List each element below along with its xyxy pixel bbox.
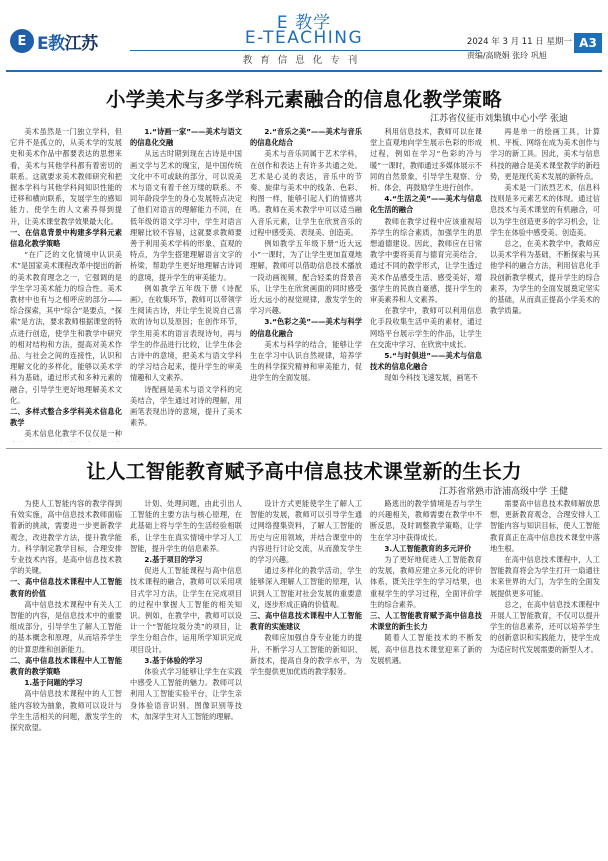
article2-column-5: [490, 498, 600, 856]
logo-text-a: E教: [37, 33, 65, 54]
body-paragraph: “在广泛的文化情境中认识美术”是国家美术课程改革中提出的新的美术教育理念之一，它强调的是学生学习美术能力的综合性。美术教材中也有与之相呼应的部分——综合探索，其中“综合”是要点，“探索”是方法，要求教师根据课堂的特点进行创造，使学生和教学中研究的相对结构和方法，提高对美术作品、与社会之间的连接性，认识和理解文化的多样化，能够以美术学科为基础，通过形式和多种元素的融合，引导学生更好地理解美术文化。: [10, 250, 122, 405]
body-paragraph: 美术与科学的结合，能够让学生在学习中认识自然规律，培养学生的科学探究精神和审美能力，促进学生的全面发展。: [250, 339, 362, 383]
section-heading: 一、高中信息技术课程中人工智能教育的价值: [10, 577, 122, 598]
body-paragraph: 在高中信息技术课程中，人工智能教育将会为学生打开一扇通往未来世界的大门，为学生的全面发展提供更多可能。: [490, 555, 600, 598]
page-number-badge: A3: [574, 33, 602, 53]
body-paragraph: 教师在教学过程中应该重视培养学生的综合素质，加强学生的思想道德建设。因此，教师应在日常教学中要将美育与德育完美结合，通过不同的教学形式，让学生透过美术作品感受生活、感受美好，增强学生的民族自豪感，提升学生的审美素养和人文素养。: [370, 216, 482, 305]
subsection-heading: 3.“色彩之美”——美术与科学的信息化融合: [250, 317, 362, 338]
article-divider: [6, 448, 602, 449]
editor-line: 责编/高晓娟 张玲 巩旭: [466, 51, 547, 60]
logo-mark-icon: E: [10, 29, 34, 53]
body-paragraph: 现如今科技飞速发展，画笔不: [384, 373, 478, 383]
body-paragraph: 总之，在美术教学中，教师应以美术学科为基础，不断探索与其他学科的融合方法，利用信息化手段创新教学模式，提升学生的综合素养，为学生的全面发展奠定坚实的基础，从而真正提高小学美术的教学质量。: [490, 239, 600, 316]
article2-column-1: [10, 498, 122, 856]
masthead-rule: [130, 50, 480, 51]
section-heading: 二、多样式整合多学科美术信息化教学: [10, 407, 122, 428]
section-heading: 二、高中信息技术课程中人工智能教育的教学策略: [10, 655, 122, 677]
body-paragraph: 从远古时期到现在古诗是中国画文学与艺术的瑰宝，是中国传统文化中不可或缺的部分，可以说美术与语文有着千丝万缕的联系。不同年龄段学生的身心发展特点决定了他们对语言的理解能力不同，在低年级的语文学习中，学生对语言理解比较不容易，这就要求教师要善于利用美术学科的形象、直观的特点，为学生搭建理解语言文字的桥梁，帮助学生更好地理解古诗词的意境，提升学生的审美能力。: [130, 149, 242, 282]
article1-column-3: [250, 126, 362, 442]
section-motto: 教育信息化专刊: [242, 55, 366, 66]
body-paragraph: 为了更好地促进人工智能教育的发展，教师应建立多元化的评价体系，既关注学生的学习结果，也重视学生的学习过程，全面评价学生的综合素养。: [370, 555, 482, 609]
body-paragraph: 教师应加强自身专业能力的提升，不断学习人工智能的新知识、新技术，提高自身的教学水平，为学生提供更加优质的教学服务。: [250, 633, 362, 677]
body-paragraph: 美术信息化教学不仅仅是一种: [24, 429, 122, 439]
section-heading: 三、人工智能教育赋予高中信息技术课堂的新生长力: [370, 611, 482, 632]
body-paragraph: 高中信息技术课程中的人工智能内容较为抽象，教师可以设计与学生生活相关的问题，激发学生的探究欲望。: [10, 689, 122, 733]
article1-column-1: [10, 126, 122, 442]
issue-meta: [467, 36, 572, 62]
section-heading: 一、在信息背景中构建多学科元素信息化教学策略: [10, 227, 122, 249]
body-paragraph: 高中信息技术课程中有关人工智能的内容，是信息技术中的重要组成部分，引导学生了解人工智能的基本概念和原理，从而培养学生的计算思维和创新能力。: [10, 599, 122, 654]
article1-column-5: [490, 126, 600, 442]
body-paragraph: 总之，在高中信息技术课程中开展人工智能教育，不仅可以提升学生的信息素养，还可以培养学生的创新意识和实践能力，使学生成为适应时代发展需要的新型人才。: [490, 599, 600, 654]
issue-date: 2024 年 3 月 11 日 星期一: [466, 37, 572, 47]
article2-column-2: [130, 498, 242, 856]
body-paragraph: 例如教学五年级下册《诗配画》，在收集环节，教师可以带领学生阅读古诗，并让学生说说自己喜欢的诗句以及原因；在创作环节，学生用美术的语言表现诗句，再与学生的作品进行比较，让学生体会古诗中的意境，把美术与语文学科的学习结合起来，提升学生的审美情趣和人文素养。: [130, 283, 242, 383]
body-paragraph: 利用信息技术，教师可以在课堂上直观地向学生展示色彩的形成过程，例如在学习“色彩的冷与暖”一课时，教师通过多媒体展示不同的自然景象，引导学生观察、分析、体会，再鼓励学生进行创作。: [370, 127, 482, 193]
subsection-heading: 5.“与时俱进”——美术与信息技术的信息化融合: [370, 351, 482, 372]
body-paragraph: 计划、处理问题，由此引出人工智能的主要方法与核心原理，在此基础上将与学生的生活经验相联系，让学生在真实情境中学习人工智能，提升学生的信息素养。: [130, 499, 242, 553]
logo-text-b: 江苏: [64, 33, 98, 54]
body-paragraph: 美术与音乐同属于艺术学科，在创作和表达上有许多共通之处。艺术是心灵的表达，音乐中的节奏、旋律与美术中的线条、色彩、构图一样，能够引起人们的情感共鸣。教师在美术教学中可以适当融入音乐元素，让学生在欣赏音乐的过程中感受美、表现美、创造美。: [250, 149, 362, 237]
subsection-heading: 4.“生活之美”——美术与信息化生活的融合: [370, 194, 482, 215]
subsection-heading: 3.人工智能教育的多元评价: [384, 543, 472, 553]
body-paragraph: 例如教学五年级下册“近大远小”一课时，为了让学生更加直观地理解，教师可以借助信息技术播放一段动画视频，配合轻柔的背景音乐，让学生在欣赏画面的同时感受近大远小的视觉规律，激发学生的学习兴趣。: [250, 239, 362, 316]
section-subtitle: E-TEACHING: [244, 28, 364, 48]
body-paragraph: 为使人工智能内容的教学得到有效实施，高中信息技术教师面临着新的挑战，需要进一步更新教学观念，改进教学方法，提升教学能力。科学制定教学目标，合理安排专业技术内容，是高中信息技术教学的关键。: [10, 499, 122, 576]
body-paragraph: 美术虽然是一门独立学科，但它并不是孤立的，从美术学的发展史和美术作品中都要表达的思想来看，美术与其他学科都有着密切的联系。这就要求美术教师研究和把握本学科与其他学科间知识性能的迁移和横向联系，发展学生的感知能力、使学生的人文素养得到提升，让美术课堂教学效果最大化。: [10, 127, 122, 226]
subsection-heading: 2.基于项目的学习: [144, 555, 203, 565]
article1-column-4: [370, 126, 482, 442]
body-paragraph: 随着人工智能技术的不断发展，高中信息技术课堂迎来了新的发展机遇。: [370, 633, 482, 665]
body-paragraph: 在教学中，教师可以利用信息化手段收集生活中美的素材，通过网络平台展示学生的作品，让学生在交流中学习、在欣赏中成长。: [370, 306, 482, 349]
body-paragraph: 设计方式更能使学生了解人工智能的发展，教师可以引导学生通过网络搜集资料，了解人工智能的历史与应用领域，并结合课堂中的内容进行讨论交流，从而激发学生的学习兴趣。: [250, 499, 362, 565]
section-title: E 教学: [276, 13, 332, 33]
body-paragraph: 通过多样化的教学活动，学生能够深入理解人工智能的原理，认识到人工智能对社会发展的重要意义，逐步形成正确的价值观。: [250, 566, 362, 609]
subsection-heading: 1.基于问题的学习: [24, 678, 83, 688]
body-paragraph: 促进人工智能课程与高中信息技术课程的融合，教师可以采用项目式学习方法，让学生在完成项目的过程中掌握人工智能的相关知识。例如，在教学中，教师可以设计一个“智能垃圾分类”的项目，让学生分组合作，运用所学知识完成项目设计。: [130, 566, 242, 654]
article2-byline: 江苏省常熟市浒浦高级中学 王健: [439, 487, 568, 497]
article1-column-2: [130, 126, 242, 442]
section-heading: 三、高中信息技术课程中人工智能教育的实施建议: [250, 611, 362, 632]
subsection-heading: 2.“音乐之美”——美术与音乐的信息化结合: [250, 127, 362, 148]
subsection-heading: 3.基于体验的学习: [144, 655, 203, 665]
body-paragraph: 美术是一门浓烈艺术，信息科技则是多元素艺术的体现。通过信息技术与美术课堂的有机融合，可以为学生创造更多的学习机会，让学生在体验中感受美、创造美。: [490, 183, 600, 237]
masthead: [0, 0, 608, 72]
article1-title: 小学美术与多学科元素融合的信息化教学策略: [105, 88, 502, 111]
body-paragraph: 再是单一的绘画工具，计算机、平板、网络在成为美术创作与学习的新工具。因此，美术与信息科技的融合是美术课堂教学的新趋势，更是现代美术发展的新特点。: [490, 127, 600, 181]
article2-column-4: [370, 498, 482, 856]
article2-column-3: [250, 498, 362, 856]
body-paragraph: 需要高中信息技术教师解放思想，更新教育观念，合理安排人工智能内容与知识目标，使人工智能教育真正在高中信息技术课堂中落地生根。: [490, 499, 600, 553]
top-divider: [6, 70, 602, 72]
body-paragraph: 体验式学习能够让学生在实践中感受人工智能的魅力。教师可以利用人工智能实验平台，让学生亲身体验语音识别、图像识别等技术，加深学生对人工智能的理解。: [130, 667, 242, 721]
article1-byline: 江苏省仪征市刘集镇中心小学 张迪: [430, 114, 568, 124]
body-paragraph: 路逃出的教学情境是否与学生的兴趣相关，教师需要在教学中不断反思，及时调整教学策略，让学生在学习中获得成长。: [370, 499, 482, 542]
body-paragraph: 诗配画是美术与语文学科的完美结合，学生通过对诗的理解，用画笔表现出诗的意境，提升了美术素养。: [130, 384, 242, 428]
article2-title: 让人工智能教育赋予高中信息技术课堂新的生长力: [86, 460, 522, 483]
subsection-heading: 1.“诗画一家”——美术与语文的信息化交融: [130, 127, 242, 148]
